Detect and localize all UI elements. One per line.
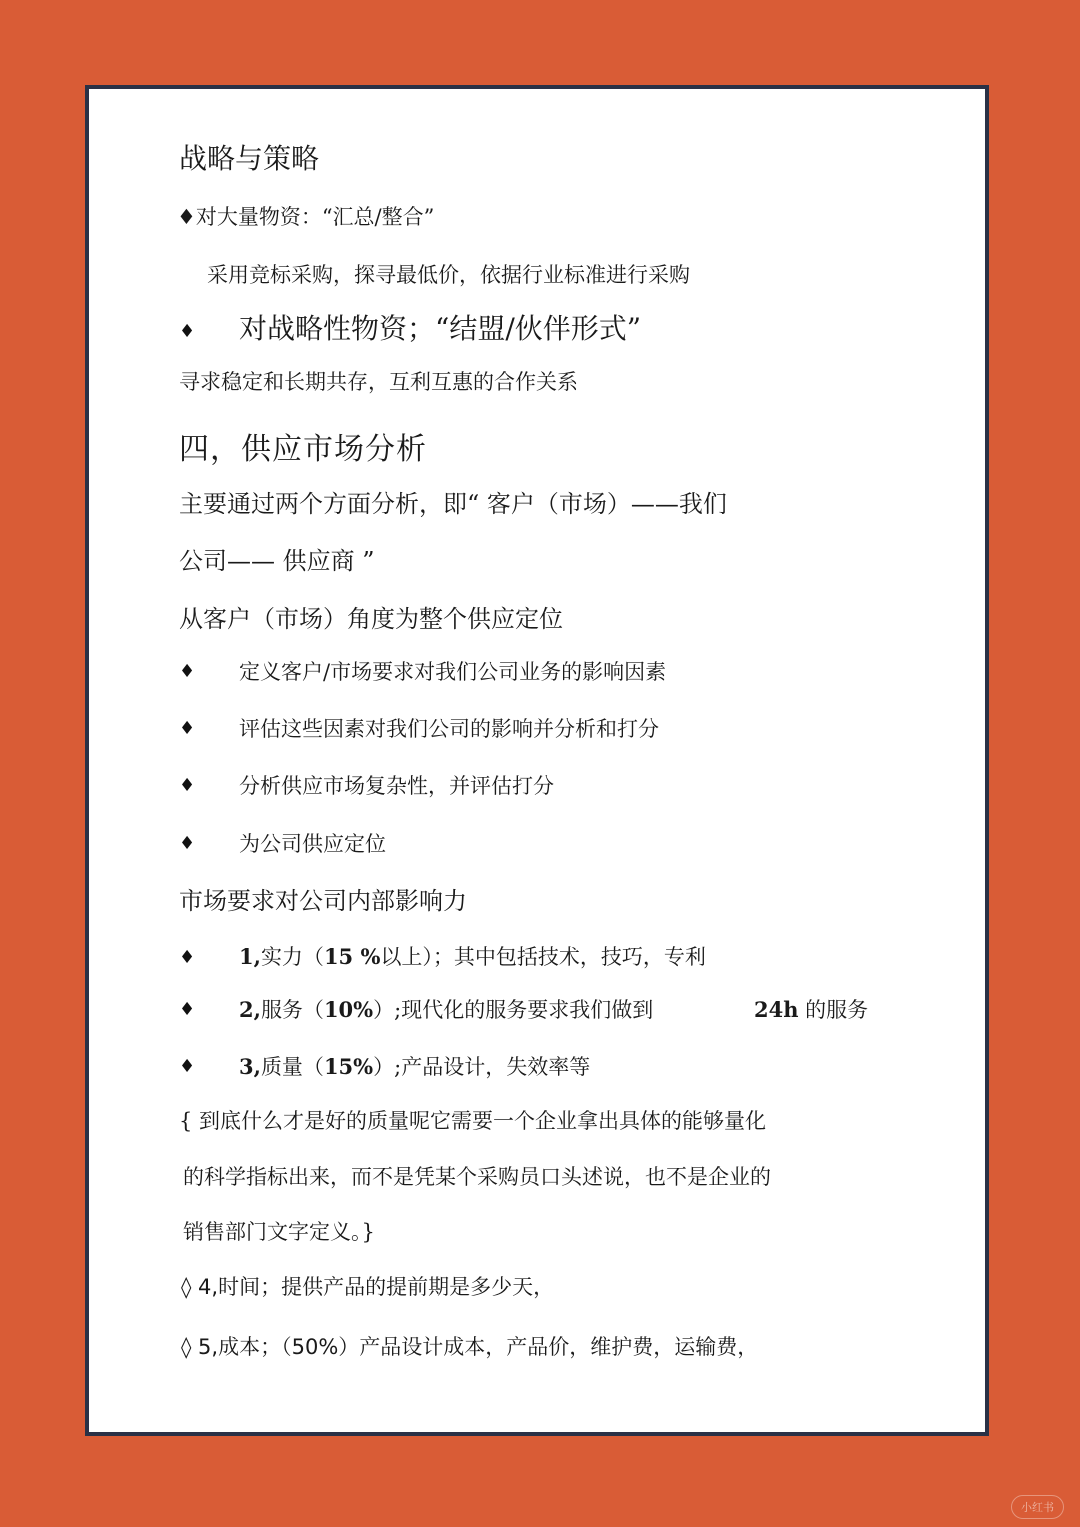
bullet-icon: ♦ [179, 661, 196, 682]
factor-2: 2,服务（10%）;现代化的服务要求我们做到 [239, 997, 654, 1022]
document-page [85, 85, 989, 1436]
factor-1: 1,实力（15 %以上）；其中包括技术，技巧，专利 [239, 944, 706, 969]
section4-title: 四，供应市场分析 [179, 432, 427, 467]
bullet-icon: ♦ [179, 999, 196, 1020]
customer-bullet-4: 为公司供应定位 [239, 832, 386, 856]
bullet-icon: ♦ [179, 947, 196, 968]
quality-note-line3: 销售部门文字定义。} [183, 1220, 375, 1244]
customer-heading: 从客户（市场）角度为整个供应定位 [179, 605, 563, 633]
factor-5: ◊ 5,成本；（50%）产品设计成本，产品价，维护费，运输费， [181, 1335, 759, 1359]
section4-intro-line2: 公司—— 供应商 ” [179, 547, 375, 575]
doc-title: 战略与策略 [179, 142, 320, 175]
watermark-logo: 小红书 [1011, 1495, 1064, 1519]
quality-note-line2: 的科学指标出来，而不是凭某个采购员口头述说，也不是企业的 [183, 1165, 771, 1189]
bullet-icon: ♦ [179, 775, 196, 796]
factor-3: 3,质量（15%）;产品设计，失效率等 [239, 1054, 591, 1079]
bullet-icon: ♦ [179, 718, 196, 739]
factor-2-hours: 24h 的服务 [754, 997, 869, 1022]
customer-bullet-3: 分析供应市场复杂性，并评估打分 [239, 774, 554, 798]
quality-note-line1: { 到底什么才是好的质量呢它需要一个企业拿出具体的能够量化 [179, 1109, 767, 1133]
bullet-icon: ♦ [179, 833, 196, 854]
bulk-heading: ♦对大量物资：“汇总/整合” [177, 205, 435, 229]
customer-bullet-1: 定义客户/市场要求对我们公司业务的影响因素 [239, 660, 667, 684]
factor-4: ◊ 4,时间；提供产品的提前期是多少天， [181, 1275, 555, 1299]
market-heading: 市场要求对公司内部影响力 [179, 887, 467, 915]
strategic-heading: 对战略性物资；“结盟/伙伴形式” [239, 312, 642, 345]
customer-bullet-2: 评估这些因素对我们公司的影响并分析和打分 [239, 717, 659, 741]
bulk-description: 采用竞标采购，探寻最低价，依据行业标准进行采购 [207, 263, 690, 287]
bullet-icon: ♦ [179, 321, 196, 342]
bullet-icon: ♦ [179, 1056, 196, 1077]
section4-intro-line1: 主要通过两个方面分析，即“ 客户（市场）——我们 [179, 490, 727, 518]
strategic-description: 寻求稳定和长期共存，互利互惠的合作关系 [179, 370, 578, 394]
